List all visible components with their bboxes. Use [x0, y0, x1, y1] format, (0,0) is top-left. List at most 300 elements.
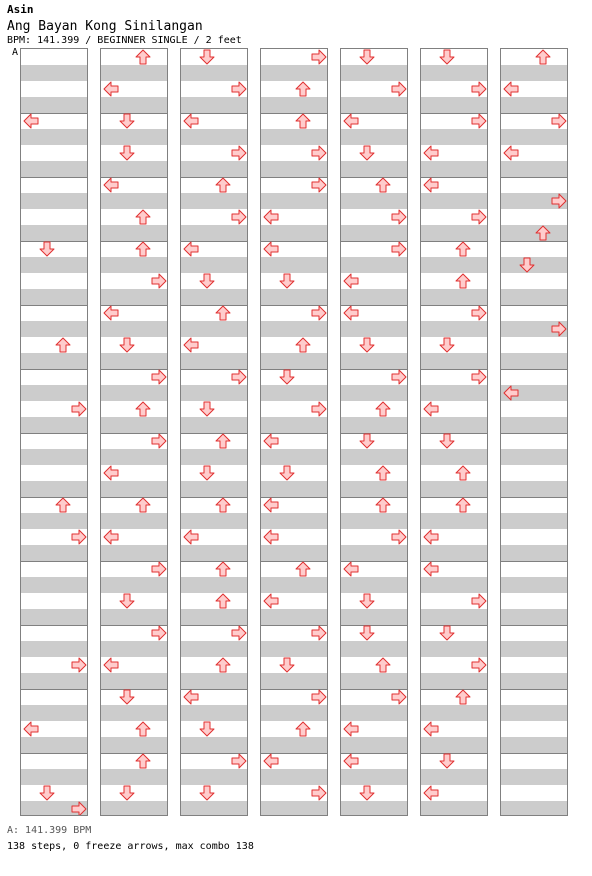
row-band [181, 673, 247, 689]
measure-line [501, 433, 567, 434]
arrow-down-icon [279, 273, 295, 289]
measure-line [421, 497, 487, 498]
measure-line [501, 689, 567, 690]
row-band [181, 193, 247, 209]
row-band [341, 481, 407, 497]
arrow-left-icon [103, 305, 119, 321]
row-band [501, 417, 567, 433]
arrow-left-icon [183, 113, 199, 129]
arrow-up-icon [375, 657, 391, 673]
arrow-right-icon [551, 113, 567, 129]
row-band [181, 609, 247, 625]
row-band [261, 577, 327, 593]
measure-line [21, 753, 87, 754]
row-band [181, 385, 247, 401]
arrow-right-icon [311, 785, 327, 801]
row-band [101, 417, 167, 433]
arrow-right-icon [391, 369, 407, 385]
row-band [181, 449, 247, 465]
row-band [101, 289, 167, 305]
row-band [261, 737, 327, 753]
row-band [501, 449, 567, 465]
row-band [421, 161, 487, 177]
arrow-up-icon [135, 401, 151, 417]
row-band [501, 673, 567, 689]
row-band [21, 129, 87, 145]
row-band [101, 225, 167, 241]
arrow-down-icon [199, 465, 215, 481]
arrow-down-icon [279, 657, 295, 673]
row-band [261, 385, 327, 401]
arrow-left-icon [103, 529, 119, 545]
row-band [101, 609, 167, 625]
measure-line [21, 561, 87, 562]
row-band [21, 513, 87, 529]
row-band [21, 97, 87, 113]
arrow-right-icon [311, 689, 327, 705]
arrow-down-icon [39, 785, 55, 801]
arrow-right-icon [231, 369, 247, 385]
arrow-right-icon [311, 49, 327, 65]
row-band [341, 321, 407, 337]
arrow-left-icon [503, 81, 519, 97]
row-band [101, 737, 167, 753]
arrow-right-icon [151, 433, 167, 449]
row-band [341, 673, 407, 689]
arrow-up-icon [215, 657, 231, 673]
row-band [261, 545, 327, 561]
arrow-up-icon [135, 753, 151, 769]
arrow-left-icon [103, 465, 119, 481]
arrow-right-icon [311, 625, 327, 641]
arrow-right-icon [471, 369, 487, 385]
measure-line [21, 305, 87, 306]
arrow-left-icon [343, 113, 359, 129]
bpm-marker-label: A [12, 47, 19, 58]
row-band [261, 641, 327, 657]
measure-line [261, 113, 327, 114]
arrow-left-icon [423, 721, 439, 737]
row-band [21, 577, 87, 593]
row-band [21, 225, 87, 241]
arrow-down-icon [119, 337, 135, 353]
arrow-down-icon [119, 593, 135, 609]
arrow-down-icon [119, 145, 135, 161]
row-band [101, 769, 167, 785]
arrow-up-icon [455, 465, 471, 481]
row-band [341, 385, 407, 401]
arrow-down-icon [439, 625, 455, 641]
arrow-down-icon [359, 785, 375, 801]
arrow-down-icon [439, 433, 455, 449]
measure-line [181, 497, 247, 498]
row-band [341, 801, 407, 816]
arrow-left-icon [343, 721, 359, 737]
arrow-left-icon [263, 753, 279, 769]
row-band [181, 705, 247, 721]
row-band [101, 481, 167, 497]
arrow-up-icon [375, 497, 391, 513]
row-band [341, 513, 407, 529]
arrow-right-icon [151, 273, 167, 289]
row-band [261, 225, 327, 241]
measure-line [501, 561, 567, 562]
arrow-up-icon [535, 49, 551, 65]
arrow-down-icon [439, 753, 455, 769]
row-band [341, 353, 407, 369]
arrow-up-icon [55, 337, 71, 353]
row-band [501, 97, 567, 113]
arrow-up-icon [215, 561, 231, 577]
arrow-down-icon [199, 401, 215, 417]
measure-line [181, 305, 247, 306]
row-band [181, 801, 247, 816]
row-band [181, 289, 247, 305]
row-band [261, 513, 327, 529]
row-band [261, 65, 327, 81]
row-band [341, 705, 407, 721]
row-band [101, 193, 167, 209]
row-band [101, 97, 167, 113]
row-band [501, 513, 567, 529]
chart-column [100, 48, 168, 816]
arrow-right-icon [231, 81, 247, 97]
row-band [421, 737, 487, 753]
chart-column [340, 48, 408, 816]
row-band [421, 353, 487, 369]
row-band [21, 257, 87, 273]
row-band [21, 705, 87, 721]
row-band [501, 545, 567, 561]
arrow-up-icon [455, 273, 471, 289]
row-band [181, 65, 247, 81]
arrow-up-icon [295, 113, 311, 129]
measure-line [21, 433, 87, 434]
row-band [421, 449, 487, 465]
arrow-down-icon [199, 721, 215, 737]
row-band [341, 65, 407, 81]
arrow-right-icon [391, 529, 407, 545]
row-band [261, 97, 327, 113]
row-band [421, 417, 487, 433]
row-band [101, 161, 167, 177]
row-band [261, 801, 327, 816]
measure-line [181, 433, 247, 434]
row-band [21, 609, 87, 625]
row-band [501, 481, 567, 497]
row-band [181, 769, 247, 785]
row-band [341, 257, 407, 273]
row-band [421, 193, 487, 209]
arrow-up-icon [535, 225, 551, 241]
arrow-left-icon [183, 337, 199, 353]
row-band [21, 65, 87, 81]
row-band [501, 609, 567, 625]
row-band [421, 705, 487, 721]
row-band [21, 385, 87, 401]
arrow-down-icon [359, 337, 375, 353]
arrow-down-icon [199, 785, 215, 801]
arrow-down-icon [199, 273, 215, 289]
arrow-right-icon [151, 561, 167, 577]
row-band [261, 257, 327, 273]
measure-line [21, 689, 87, 690]
arrow-up-icon [455, 241, 471, 257]
row-band [501, 161, 567, 177]
arrow-down-icon [359, 145, 375, 161]
row-band [421, 129, 487, 145]
arrow-right-icon [311, 145, 327, 161]
measure-line [501, 625, 567, 626]
row-band [181, 257, 247, 273]
arrow-right-icon [311, 305, 327, 321]
arrow-right-icon [71, 801, 87, 816]
measure-line [421, 241, 487, 242]
row-band [21, 673, 87, 689]
arrow-down-icon [359, 49, 375, 65]
arrow-right-icon [551, 321, 567, 337]
arrow-left-icon [343, 753, 359, 769]
measure-line [101, 241, 167, 242]
arrow-left-icon [263, 241, 279, 257]
arrow-left-icon [503, 385, 519, 401]
arrow-left-icon [103, 657, 119, 673]
row-band [261, 449, 327, 465]
arrow-down-icon [39, 241, 55, 257]
measure-line [101, 497, 167, 498]
row-band [421, 289, 487, 305]
arrow-left-icon [103, 81, 119, 97]
arrow-down-icon [359, 433, 375, 449]
chart-info: BPM: 141.399 / BEGINNER SINGLE / 2 feet [7, 35, 242, 46]
row-band [261, 705, 327, 721]
arrow-down-icon [519, 257, 535, 273]
row-band [181, 513, 247, 529]
row-band [21, 193, 87, 209]
arrow-right-icon [471, 593, 487, 609]
row-band [421, 769, 487, 785]
row-band [181, 545, 247, 561]
arrow-down-icon [359, 593, 375, 609]
arrow-left-icon [263, 497, 279, 513]
arrow-left-icon [423, 785, 439, 801]
arrow-left-icon [263, 209, 279, 225]
row-band [341, 161, 407, 177]
row-band [421, 673, 487, 689]
measure-line [501, 241, 567, 242]
row-band [21, 481, 87, 497]
row-band [101, 321, 167, 337]
arrow-down-icon [439, 49, 455, 65]
arrow-left-icon [423, 401, 439, 417]
row-band [181, 577, 247, 593]
arrow-right-icon [471, 657, 487, 673]
row-band [181, 353, 247, 369]
arrow-right-icon [471, 113, 487, 129]
row-band [261, 353, 327, 369]
arrow-left-icon [263, 529, 279, 545]
row-band [501, 705, 567, 721]
measure-line [501, 177, 567, 178]
arrow-up-icon [375, 177, 391, 193]
row-band [181, 737, 247, 753]
arrow-right-icon [471, 81, 487, 97]
arrow-up-icon [135, 209, 151, 225]
row-band [101, 129, 167, 145]
row-band [421, 545, 487, 561]
row-band [181, 417, 247, 433]
arrow-left-icon [23, 721, 39, 737]
row-band [501, 641, 567, 657]
arrow-left-icon [423, 177, 439, 193]
chart-column [500, 48, 568, 816]
arrow-up-icon [295, 337, 311, 353]
row-band [21, 417, 87, 433]
measure-line [501, 369, 567, 370]
row-band [261, 289, 327, 305]
arrow-right-icon [231, 625, 247, 641]
arrow-right-icon [151, 625, 167, 641]
measure-line [21, 369, 87, 370]
arrow-right-icon [71, 657, 87, 673]
row-band [181, 129, 247, 145]
arrow-up-icon [455, 689, 471, 705]
arrow-up-icon [215, 433, 231, 449]
measure-line [21, 625, 87, 626]
song-title: Ang Bayan Kong Sinilangan [7, 19, 203, 34]
arrow-up-icon [215, 305, 231, 321]
arrow-left-icon [183, 241, 199, 257]
row-band [501, 289, 567, 305]
row-band [501, 577, 567, 593]
row-band [101, 705, 167, 721]
row-band [501, 129, 567, 145]
arrow-right-icon [471, 209, 487, 225]
row-band [101, 801, 167, 816]
arrow-right-icon [391, 81, 407, 97]
row-band [341, 545, 407, 561]
row-band [341, 289, 407, 305]
arrow-up-icon [375, 401, 391, 417]
row-band [501, 801, 567, 816]
arrow-right-icon [471, 305, 487, 321]
arrow-down-icon [279, 465, 295, 481]
arrow-up-icon [215, 177, 231, 193]
measure-line [341, 177, 407, 178]
arrow-up-icon [375, 465, 391, 481]
row-band [101, 449, 167, 465]
arrow-right-icon [231, 145, 247, 161]
row-band [101, 257, 167, 273]
row-band [261, 161, 327, 177]
arrow-up-icon [215, 593, 231, 609]
row-band [421, 321, 487, 337]
row-band [421, 257, 487, 273]
measure-line [261, 561, 327, 562]
arrow-right-icon [391, 689, 407, 705]
arrow-up-icon [135, 497, 151, 513]
measure-line [21, 497, 87, 498]
arrow-left-icon [423, 145, 439, 161]
row-band [261, 609, 327, 625]
row-band [421, 513, 487, 529]
row-band [21, 289, 87, 305]
arrow-left-icon [503, 145, 519, 161]
chart-column [20, 48, 88, 816]
row-band [421, 577, 487, 593]
arrow-up-icon [135, 241, 151, 257]
row-band [501, 737, 567, 753]
measure-line [101, 753, 167, 754]
row-band [501, 353, 567, 369]
row-band [341, 129, 407, 145]
arrow-up-icon [215, 497, 231, 513]
row-band [181, 225, 247, 241]
chart-column [260, 48, 328, 816]
measure-line [501, 753, 567, 754]
row-band [101, 513, 167, 529]
measure-line [181, 177, 247, 178]
row-band [421, 385, 487, 401]
measure-line [501, 305, 567, 306]
row-band [421, 481, 487, 497]
arrow-left-icon [343, 561, 359, 577]
row-band [261, 417, 327, 433]
measure-line [501, 497, 567, 498]
measure-line [341, 497, 407, 498]
step-stats: 138 steps, 0 freeze arrows, max combo 138 [7, 841, 254, 852]
arrow-right-icon [151, 369, 167, 385]
arrow-left-icon [183, 529, 199, 545]
row-band [421, 97, 487, 113]
chart-column [420, 48, 488, 816]
row-band [181, 97, 247, 113]
arrow-up-icon [55, 497, 71, 513]
measure-line [21, 177, 87, 178]
arrow-down-icon [119, 689, 135, 705]
arrow-up-icon [295, 721, 311, 737]
row-band [21, 641, 87, 657]
arrow-down-icon [119, 113, 135, 129]
row-band [101, 577, 167, 593]
row-band [261, 129, 327, 145]
arrow-right-icon [231, 753, 247, 769]
arrow-right-icon [391, 209, 407, 225]
arrow-left-icon [103, 177, 119, 193]
row-band [501, 65, 567, 81]
row-band [21, 769, 87, 785]
row-band [341, 737, 407, 753]
row-band [421, 65, 487, 81]
arrow-left-icon [423, 529, 439, 545]
row-band [261, 193, 327, 209]
row-band [341, 641, 407, 657]
row-band [261, 769, 327, 785]
row-band [21, 321, 87, 337]
row-band [341, 417, 407, 433]
row-band [421, 225, 487, 241]
row-band [501, 225, 567, 241]
arrow-up-icon [135, 721, 151, 737]
row-band [21, 449, 87, 465]
arrow-right-icon [311, 177, 327, 193]
row-band [21, 353, 87, 369]
row-band [341, 449, 407, 465]
row-band [21, 161, 87, 177]
row-band [341, 225, 407, 241]
row-band [421, 801, 487, 816]
arrow-right-icon [311, 401, 327, 417]
